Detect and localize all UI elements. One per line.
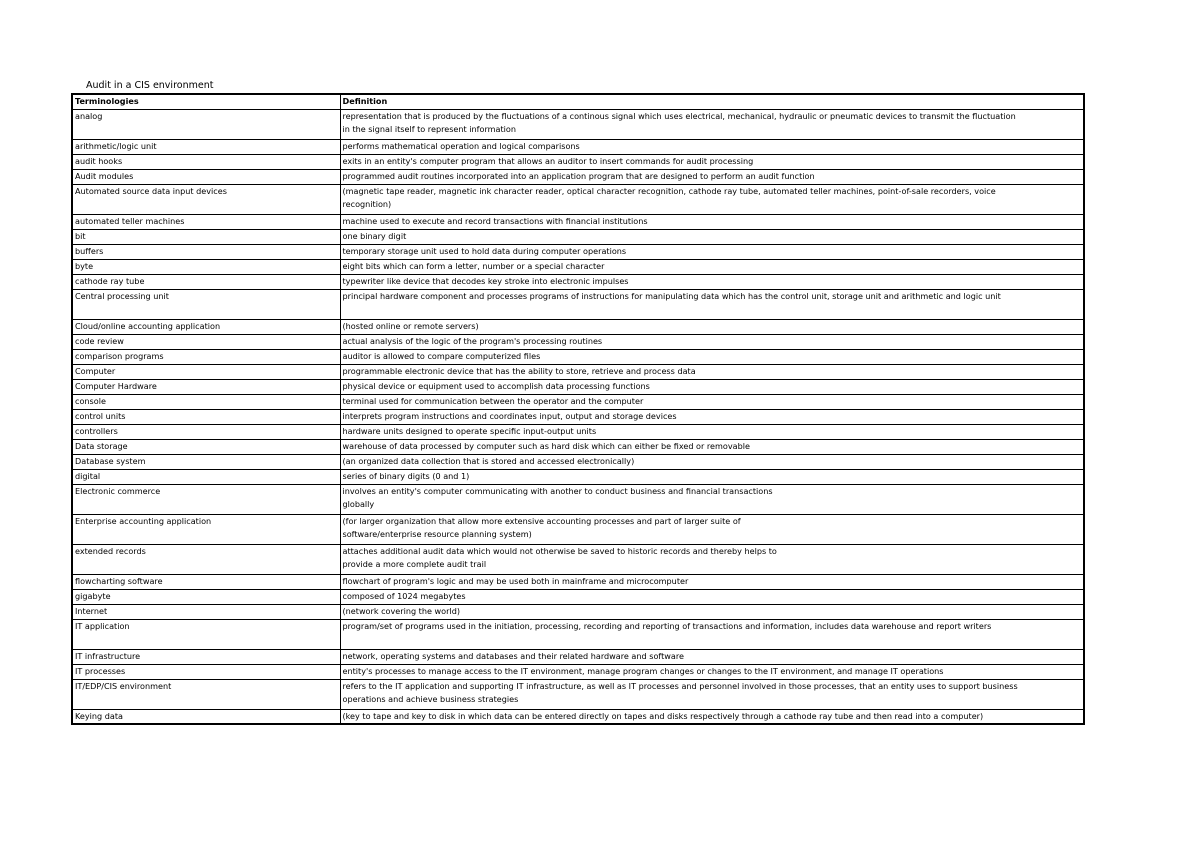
terminology-table (71, 93, 1085, 725)
definition-line: (an organized data collection that is stored and accessed electronically) (342, 455, 635, 466)
definition-cell (340, 409, 1084, 424)
definition-line: typewriter like device that decodes key stroke into electronic impulses (342, 275, 629, 286)
term-cell: Keying data (72, 709, 340, 724)
term-cell: flowcharting software (72, 574, 340, 589)
table-row (72, 544, 1084, 574)
definition-line: (magnetic tape reader, magnetic ink character reader, optical character recognition, cathode ray tube, automated teller machines, point-of-sale recorders, voice (342, 185, 996, 196)
definition-line: programmable electronic device that has the ability to store, retrieve and process data (342, 365, 696, 376)
table-row (72, 604, 1084, 619)
term-cell: Central processing unit (72, 289, 340, 319)
definition-line: temporary storage unit used to hold data during computer operations (342, 245, 627, 256)
definition-cell (340, 589, 1084, 604)
term-cell: console (72, 394, 340, 409)
table-row (72, 364, 1084, 379)
definition-line: attaches additional audit data which would not otherwise be saved to historic records and thereby helps to (342, 545, 777, 556)
table-row (72, 259, 1084, 274)
definition-cell (340, 469, 1084, 484)
definition-line: interprets program instructions and coordinates input, output and storage devices (342, 410, 677, 421)
table-row (72, 454, 1084, 469)
definition-cell (340, 484, 1084, 514)
table-row (72, 349, 1084, 364)
definition-cell (340, 244, 1084, 259)
definition-cell (340, 364, 1084, 379)
definition-cell (340, 454, 1084, 469)
definition-line: exits in an entity's computer program that allows an auditor to insert commands for audit processing (342, 155, 754, 166)
table-row (72, 289, 1084, 319)
definition-cell (340, 604, 1084, 619)
definition-cell (340, 619, 1084, 649)
definition-cell (340, 514, 1084, 544)
term-cell: extended records (72, 544, 340, 574)
definition-line: globally (342, 498, 375, 509)
definition-line: one binary digit (342, 230, 407, 241)
table-row (72, 169, 1084, 184)
definition-cell (340, 274, 1084, 289)
definition-cell (340, 229, 1084, 244)
definition-line: involves an entity's computer communicating with another to conduct business and financial transactions (342, 485, 773, 496)
table-row (72, 229, 1084, 244)
table-row (72, 679, 1084, 709)
definition-line: auditor is allowed to compare computerized files (342, 350, 541, 361)
table-row (72, 184, 1084, 214)
term-cell: Cloud/online accounting application (72, 319, 340, 334)
definition-line: representation that is produced by the fluctuations of a continous signal which uses electrical, mechanical, hydraulic or pneumatic devices to transmit the fluctuation (342, 110, 1016, 121)
definition-line: series of binary digits (0 and 1) (342, 470, 470, 481)
definition-line: entity's processes to manage access to the IT environment, manage program changes or changes to the IT environment, and manage IT operations (342, 665, 944, 676)
definition-line: (for larger organization that allow more extensive accounting processes and part of larger suite of (342, 515, 741, 526)
definition-cell (340, 439, 1084, 454)
term-cell: Automated source data input devices (72, 184, 340, 214)
table-row (72, 409, 1084, 424)
term-cell: control units (72, 409, 340, 424)
table-row (72, 274, 1084, 289)
header-terminologies: Terminologies (72, 94, 340, 109)
definition-cell (340, 679, 1084, 709)
table-row (72, 649, 1084, 664)
term-cell: cathode ray tube (72, 274, 340, 289)
term-cell: IT application (72, 619, 340, 649)
term-cell: Electronic commerce (72, 484, 340, 514)
definition-line: warehouse of data processed by computer such as hard disk which can either be fixed or removable (342, 440, 750, 451)
table-row (72, 664, 1084, 679)
definition-cell (340, 169, 1084, 184)
definition-cell (340, 709, 1084, 724)
definition-line: actual analysis of the logic of the program's processing routines (342, 335, 603, 346)
definition-line: programmed audit routines incorporated into an application program that are designed to perform an audit function (342, 170, 815, 181)
table-header-row (72, 94, 1084, 109)
definition-line: software/enterprise resource planning system) (342, 528, 532, 539)
definition-line: physical device or equipment used to accomplish data processing functions (342, 380, 650, 391)
definition-cell (340, 664, 1084, 679)
definition-cell (340, 349, 1084, 364)
document-title: Audit in a CIS environment (86, 80, 214, 91)
term-cell: audit hooks (72, 154, 340, 169)
term-cell: IT processes (72, 664, 340, 679)
table-row (72, 214, 1084, 229)
table-row (72, 154, 1084, 169)
definition-line: refers to the IT application and supporting IT infrastructure, as well as IT processes and personnel involved in those processes, that an entity uses to support business (342, 680, 1018, 691)
table-row (72, 589, 1084, 604)
definition-line: in the signal itself to represent information (342, 123, 516, 134)
definition-cell (340, 334, 1084, 349)
table-row (72, 379, 1084, 394)
term-cell: Enterprise accounting application (72, 514, 340, 544)
definition-line: terminal used for communication between the operator and the computer (342, 395, 644, 406)
table-row (72, 709, 1084, 724)
definition-line: hardware units designed to operate specific input-output units (342, 425, 597, 436)
table-row (72, 334, 1084, 349)
definition-cell (340, 319, 1084, 334)
definition-line: (hosted online or remote servers) (342, 320, 479, 331)
definition-cell (340, 544, 1084, 574)
table-row (72, 469, 1084, 484)
table-row (72, 319, 1084, 334)
header-definition: Definition (340, 94, 1084, 109)
table-row (72, 619, 1084, 649)
definition-line: program/set of programs used in the initiation, processing, recording and reporting of transactions and information, includes data warehouse and report writers (342, 620, 992, 631)
definition-line: (key to tape and key to disk in which data can be entered directly on tapes and disks respectively through a cathode ray tube and then read into a computer) (342, 710, 984, 721)
definition-cell (340, 259, 1084, 274)
table-row (72, 139, 1084, 154)
term-cell: buffers (72, 244, 340, 259)
definition-line: network, operating systems and databases and their related hardware and software (342, 650, 684, 661)
term-cell: digital (72, 469, 340, 484)
term-cell: arithmetic/logic unit (72, 139, 340, 154)
table-row (72, 394, 1084, 409)
term-cell: analog (72, 109, 340, 139)
definition-cell (340, 424, 1084, 439)
definition-line: principal hardware component and processes programs of instructions for manipulating data which has the control unit, storage unit and arithmetic and logic unit (342, 290, 1001, 301)
definition-line: performs mathematical operation and logical comparisons (342, 140, 580, 151)
term-cell: code review (72, 334, 340, 349)
term-cell: Audit modules (72, 169, 340, 184)
term-cell: controllers (72, 424, 340, 439)
definition-cell (340, 649, 1084, 664)
definition-cell (340, 139, 1084, 154)
term-cell: bit (72, 229, 340, 244)
term-cell: IT infrastructure (72, 649, 340, 664)
definition-line: eight bits which can form a letter, number or a special character (342, 260, 605, 271)
definition-line: composed of 1024 megabytes (342, 590, 466, 601)
definition-line: provide a more complete audit trail (342, 558, 487, 569)
table-row (72, 439, 1084, 454)
definition-line: operations and achieve business strategies (342, 693, 519, 704)
table-row (72, 109, 1084, 139)
table-row (72, 514, 1084, 544)
term-cell: Data storage (72, 439, 340, 454)
definition-cell (340, 394, 1084, 409)
table-row (72, 244, 1084, 259)
table-row (72, 574, 1084, 589)
definition-cell (340, 289, 1084, 319)
term-cell: Computer (72, 364, 340, 379)
term-cell: Internet (72, 604, 340, 619)
definition-cell (340, 574, 1084, 589)
definition-line: recognition) (342, 198, 392, 209)
definition-cell (340, 154, 1084, 169)
definition-line: machine used to execute and record transactions with financial institutions (342, 215, 648, 226)
definition-cell (340, 214, 1084, 229)
definition-cell (340, 109, 1084, 139)
term-cell: comparison programs (72, 349, 340, 364)
definition-cell (340, 379, 1084, 394)
table-row (72, 424, 1084, 439)
term-cell: IT/EDP/CIS environment (72, 679, 340, 709)
definition-line: flowchart of program's logic and may be used both in mainframe and microcomputer (342, 575, 689, 586)
term-cell: byte (72, 259, 340, 274)
term-cell: Computer Hardware (72, 379, 340, 394)
term-cell: automated teller machines (72, 214, 340, 229)
term-cell: gigabyte (72, 589, 340, 604)
term-cell: Database system (72, 454, 340, 469)
table-row (72, 484, 1084, 514)
definition-cell (340, 184, 1084, 214)
definition-line: (network covering the world) (342, 605, 460, 616)
